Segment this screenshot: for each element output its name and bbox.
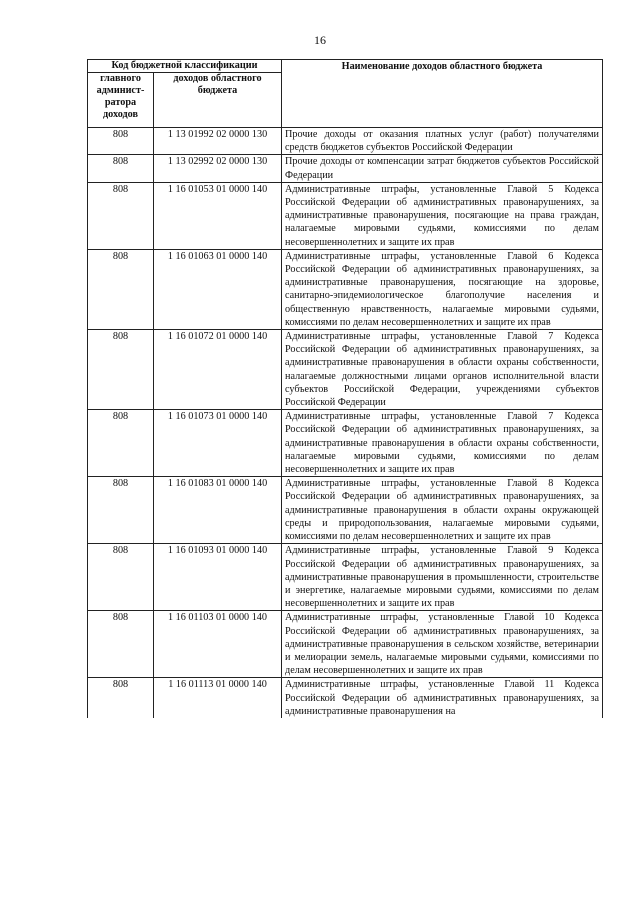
table-row [88,330,603,410]
admin-code-cell: 808 [88,155,154,182]
revenue-name-cell: Административные штрафы, установленные Главой 5 Кодекса Российской Федерации об административных правонарушениях, за административные правонарушения, посягающие на права граждан, налагаемые мировыми судьями, комиссиями по делам несовершеннолетних и защите их прав [282,182,603,249]
header-budget-classification-code: Код бюджетной классификации [88,60,282,73]
header-revenue-name: Наименование доходов областного бюджета [282,60,603,128]
revenue-name-cell: Прочие доходы от оказания платных услуг (работ) получателями средств бюджетов субъектов Российской Федерации [282,128,603,155]
table-row [88,128,603,155]
revenue-name-cell: Административные штрафы, установленные Главой 9 Кодекса Российской Федерации об административных правонарушениях, за административные правонарушения в промышленности, строительстве и энергетике, налагаемые мировыми судьями, комиссиями по делам несовершеннолетних и защите их прав [282,544,603,611]
header-revenue-code: доходов областного бюджета [154,73,282,128]
admin-code-cell: 808 [88,477,154,544]
revenue-code-cell: 1 16 01072 01 0000 140 [154,330,282,410]
page-number: 16 [314,33,326,47]
table-row [88,155,603,182]
revenue-code-cell: 1 13 02992 02 0000 130 [154,155,282,182]
admin-code-cell: 808 [88,611,154,678]
admin-code-cell: 808 [88,330,154,410]
revenue-name-cell: Административные штрафы, установленные Главой 10 Кодекса Российской Федерации об административных правонарушениях, за административные правонарушения в сельском хозяйстве, ветеринарии и мелиорации земель, налагаемые мировыми судьями, комиссиями по делам несовершеннолетних и защите их прав [282,611,603,678]
revenue-code-cell: 1 16 01093 01 0000 140 [154,544,282,611]
revenue-code-cell: 1 16 01053 01 0000 140 [154,182,282,249]
revenue-name-cell: Прочие доходы от компенсации затрат бюджетов субъектов Российской Федерации [282,155,603,182]
revenue-code-cell: 1 16 01073 01 0000 140 [154,410,282,477]
table-body [88,128,603,718]
revenue-code-cell: 1 16 01113 01 0000 140 [154,678,282,718]
admin-code-cell: 808 [88,678,154,718]
table-row [88,410,603,477]
table-row [88,182,603,249]
revenue-name-cell: Административные штрафы, установленные Главой 7 Кодекса Российской Федерации об административных правонарушениях, за административные правонарушения в области охраны собственности, налагаемые должностными лицами органов исполнительной власти субъектов Российской Федерации, учреждениями субъектов Российской Федерации [282,330,603,410]
revenue-name-cell: Административные штрафы, установленные Главой 8 Кодекса Российской Федерации об административных правонарушениях, за административные правонарушения в области охраны окружающей среды и природопользования, налагаемые мировыми судьями, комиссиями по делам несовершеннолетних и защите их прав [282,477,603,544]
table-row [88,249,603,329]
admin-code-cell: 808 [88,128,154,155]
table-row [88,544,603,611]
header-chief-administrator: главного админист-ратора доходов [88,73,154,128]
revenue-classification-table [87,59,603,718]
admin-code-cell: 808 [88,182,154,249]
revenue-name-cell: Административные штрафы, установленные Главой 11 Кодекса Российской Федерации об административных правонарушениях, за административные правонарушения на [282,678,603,718]
table-row [88,477,603,544]
admin-code-cell: 808 [88,249,154,329]
revenue-code-cell: 1 16 01063 01 0000 140 [154,249,282,329]
revenue-code-cell: 1 13 01992 02 0000 130 [154,128,282,155]
revenue-name-cell: Административные штрафы, установленные Главой 7 Кодекса Российской Федерации об административных правонарушениях, за административные правонарушения в области охраны собственности, налагаемые мировыми судьями, комиссиями по делам несовершеннолетних и защите их прав [282,410,603,477]
admin-code-cell: 808 [88,410,154,477]
table-row [88,611,603,678]
revenue-code-cell: 1 16 01103 01 0000 140 [154,611,282,678]
table-row [88,678,603,718]
admin-code-cell: 808 [88,544,154,611]
revenue-code-cell: 1 16 01083 01 0000 140 [154,477,282,544]
revenue-name-cell: Административные штрафы, установленные Главой 6 Кодекса Российской Федерации об административных правонарушениях, за административные правонарушения, посягающие на здоровье, санитарно-эпидемиологическое благополучие населения и общественную нравственность, налагаемые мировыми судьями, комиссиями по делам несовершеннолетних и защите их прав [282,249,603,329]
